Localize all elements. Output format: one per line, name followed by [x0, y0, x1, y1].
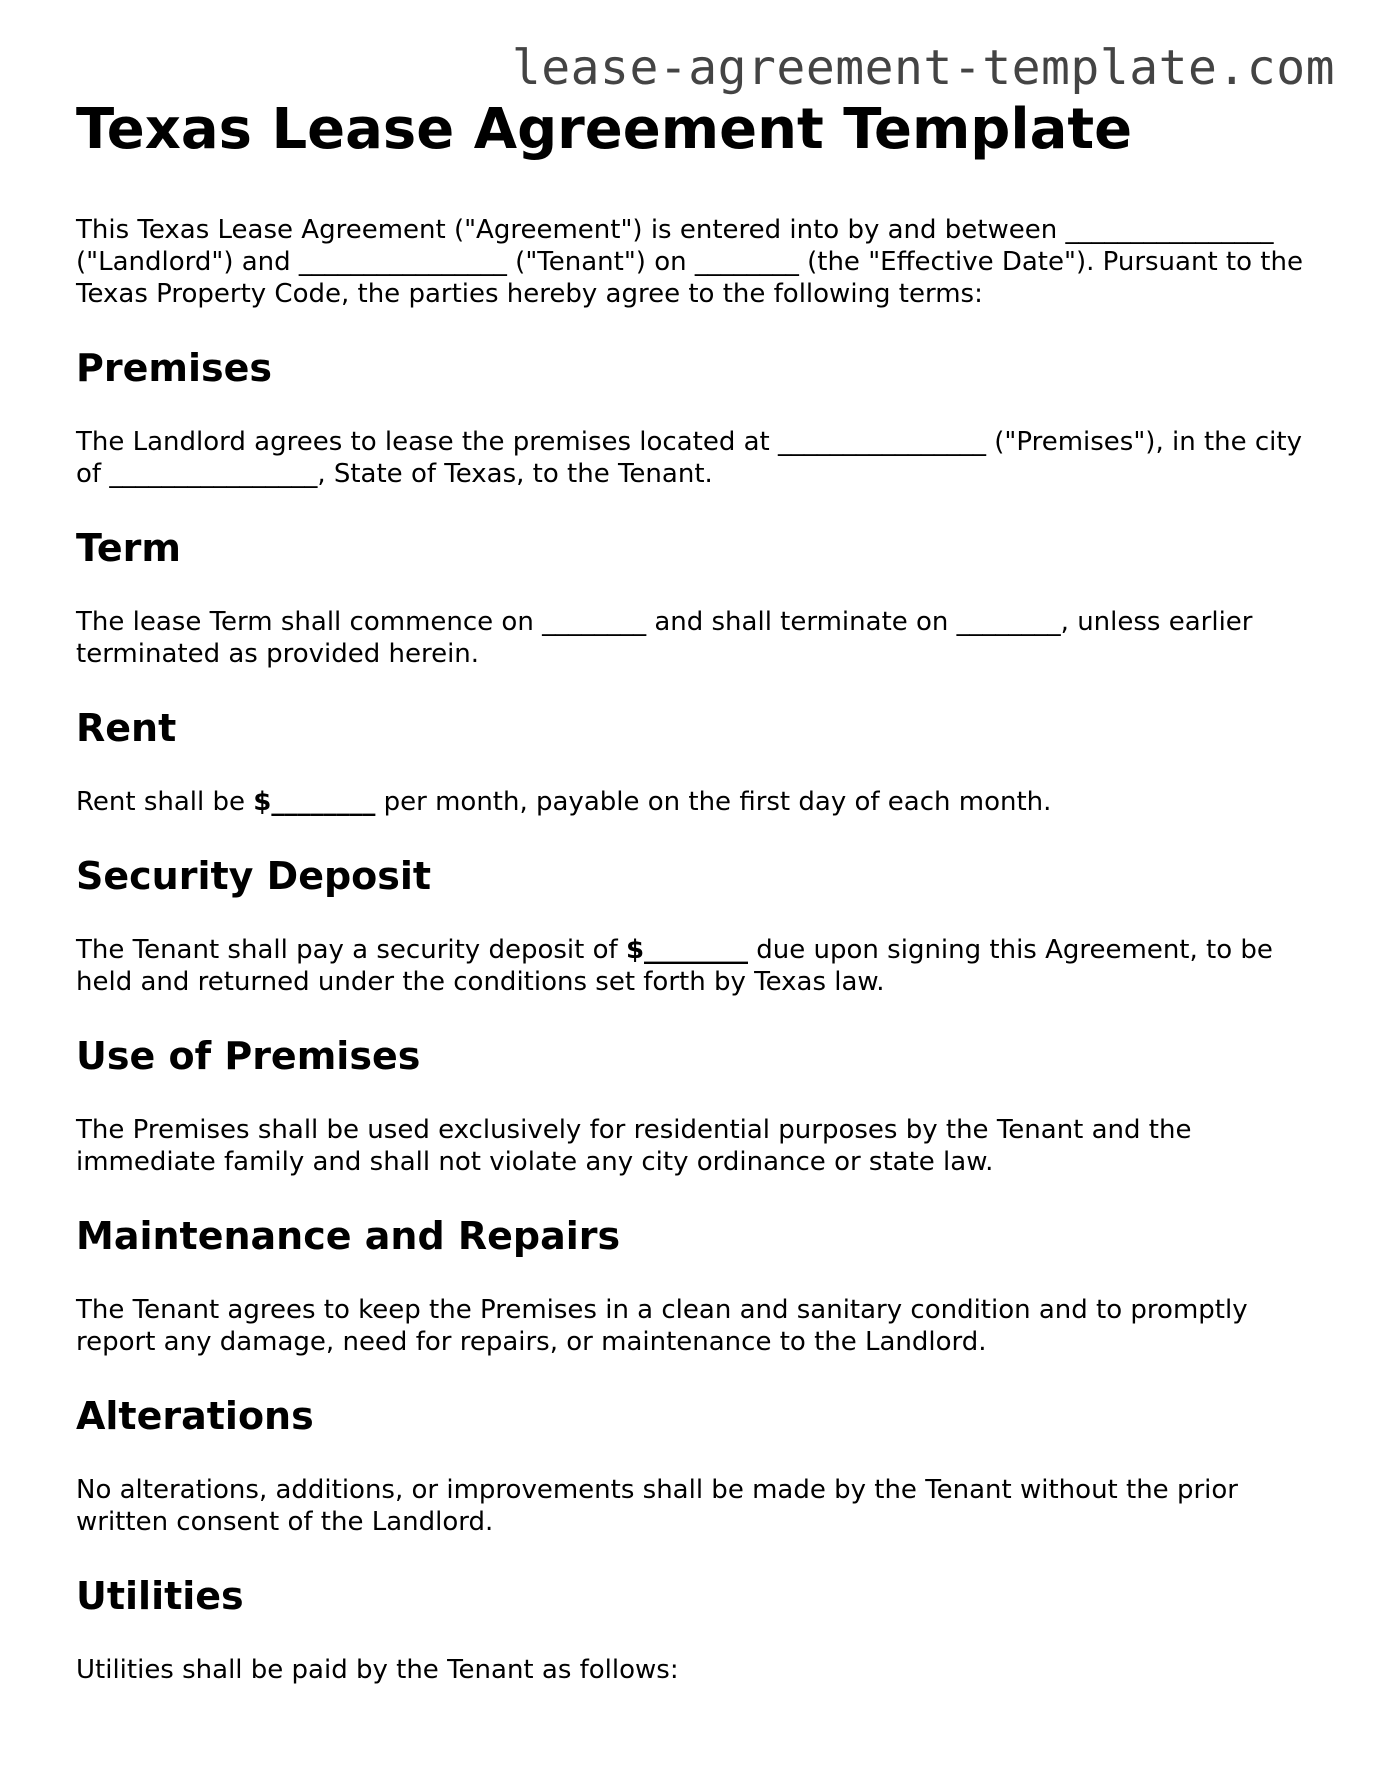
- section-security-deposit: [76, 846, 1316, 998]
- section-heading: Security Deposit: [76, 854, 432, 898]
- section-text: The lease Term shall commence on ________ and shall terminate on ________, unless earlier terminated as provided herein.: [76, 607, 1253, 669]
- deposit-amount-blank: $________: [625, 935, 749, 965]
- section-text: The Landlord agrees to lease the premises located at ________________ ("Premises"), in the city of ________________, State of Texas, to the Tenant.: [76, 427, 1302, 489]
- section-heading: Alterations: [76, 1394, 314, 1438]
- rent-text-before: Rent shall be: [76, 787, 254, 817]
- section-maintenance: [76, 1206, 1316, 1358]
- section-heading: Utilities: [76, 1574, 244, 1618]
- rent-text-after: per month, payable on the first day of each month.: [375, 787, 1052, 817]
- document-body: [76, 92, 1316, 1686]
- section-term: [76, 518, 1316, 670]
- deposit-text-after: due upon signing this Agreement, to be held and returned under the conditions set forth by Texas law.: [76, 935, 1273, 997]
- section-heading: Rent: [76, 706, 177, 750]
- rent-amount-blank: $________: [253, 787, 376, 817]
- section-heading: Term: [76, 526, 181, 570]
- site-watermark: lease-agreement-template.com: [511, 40, 1335, 96]
- section-heading: Maintenance and Repairs: [76, 1214, 621, 1258]
- section-heading: Use of Premises: [76, 1034, 421, 1078]
- intro-paragraph: This Texas Lease Agreement ("Agreement") is entered into by and between ________________ ("Landlord") and ________________ ("Tenant") on ________ (the "Effective Date"). Pursuant to the Texas Property Code, the parties hereby agree to the following terms:: [76, 215, 1303, 309]
- section-alterations: [76, 1386, 1316, 1538]
- section-heading: Premises: [76, 346, 272, 390]
- section-utilities: [76, 1566, 1316, 1686]
- section-text: The Premises shall be used exclusively for residential purposes by the Tenant and the immediate family and shall not violate any city ordinance or state law.: [76, 1115, 1192, 1177]
- section-premises: [76, 338, 1316, 490]
- document-title: Texas Lease Agreement Template: [76, 97, 1133, 162]
- deposit-text-before: The Tenant shall pay a security deposit of: [76, 935, 626, 965]
- section-use-of-premises: [76, 1026, 1316, 1178]
- section-text: No alterations, additions, or improvements shall be made by the Tenant without the prior written consent of the Landlord.: [76, 1475, 1238, 1537]
- section-text: The Tenant agrees to keep the Premises in a clean and sanitary condition and to promptly report any damage, need for repairs, or maintenance to the Landlord.: [76, 1295, 1248, 1357]
- section-rent: [76, 698, 1316, 818]
- section-text: [76, 786, 1316, 818]
- section-text: Utilities shall be paid by the Tenant as follows:: [76, 1655, 679, 1685]
- section-text: [76, 934, 1316, 998]
